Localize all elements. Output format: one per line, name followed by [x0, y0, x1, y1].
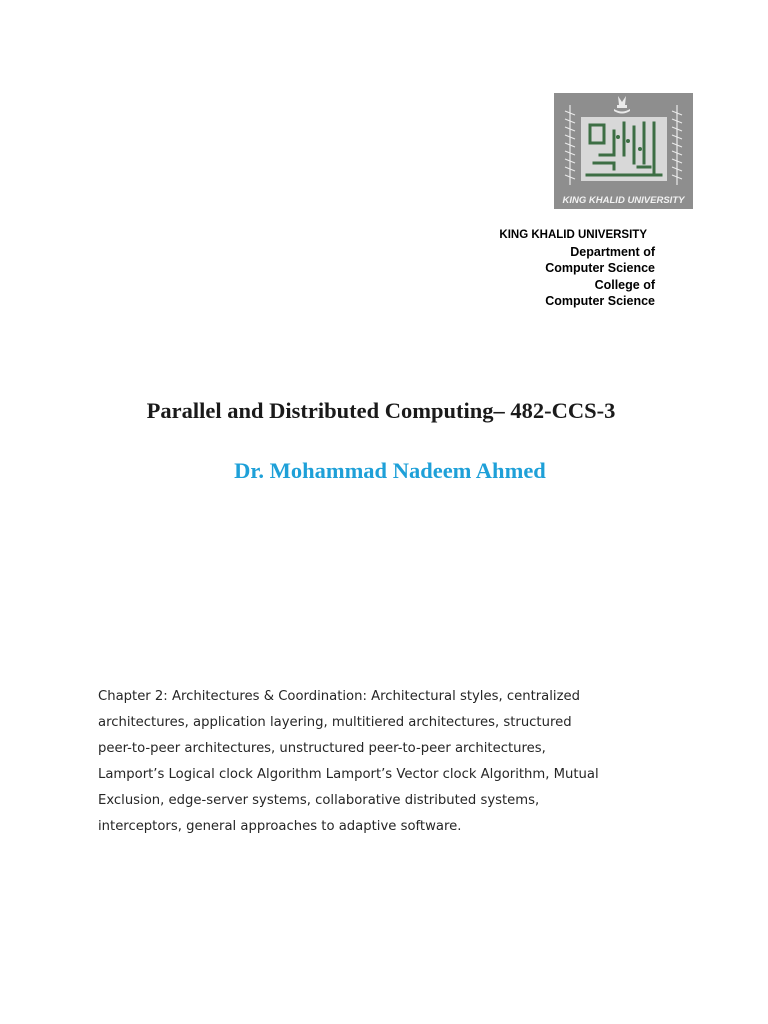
department-line: Department of [570, 245, 655, 259]
university-info [499, 228, 655, 309]
chapter-line: interceptors, general approaches to adaptive software. [98, 818, 462, 834]
chapter-line: Exclusion, edge-server systems, collaborative distributed systems, [98, 792, 540, 808]
department-line: College of [594, 277, 655, 292]
university-logo [554, 93, 693, 209]
chapter-line: architectures, application layering, multitiered architectures, structured [98, 714, 572, 730]
chapter-line: Chapter 2: Architectures & Coordination: Architectural styles, centralized [98, 689, 580, 704]
course-title: Parallel and Distributed Computing– 482-CCS-3 [146, 398, 616, 423]
svg-text:KING KHALID UNIVERSITY: KING KHALID UNIVERSITY [562, 195, 685, 206]
chapter-line: peer-to-peer architectures, unstructured peer-to-peer architectures, [98, 740, 546, 756]
chapter-description [98, 684, 658, 839]
university-emblem-icon [554, 93, 693, 209]
university-name: KING KHALID UNIVERSITY [499, 229, 647, 241]
instructor-name: Dr. Mohammad Nadeem Ahmed [234, 458, 546, 483]
department-line: Computer Science [545, 261, 655, 276]
chapter-line: Lamport’s Logical clock Algorithm Lamport’s Vector clock Algorithm, Mutual [98, 766, 599, 782]
department-line: Computer Science [545, 293, 655, 308]
